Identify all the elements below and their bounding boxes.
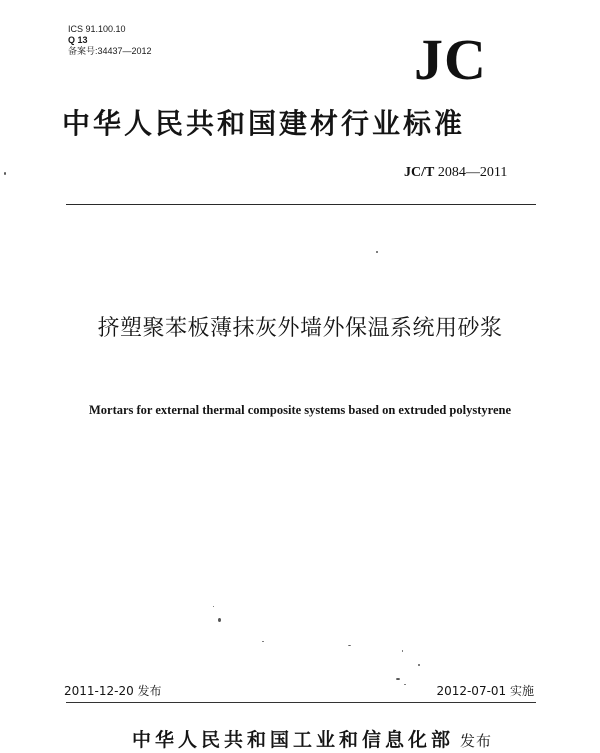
scan-speck	[376, 251, 378, 253]
industry-standard-title: 中华人民共和国建材行业标准	[62, 107, 466, 140]
scan-speck	[262, 641, 264, 642]
standard-code	[404, 165, 507, 181]
ics-code: ICS 91.100.10	[68, 24, 126, 34]
publisher-name: 中华人民共和国工业和信息化部	[132, 729, 455, 751]
scan-speck	[396, 678, 400, 680]
scan-speck	[4, 172, 6, 175]
top-divider	[66, 204, 536, 205]
publisher-line	[132, 728, 492, 753]
bottom-divider	[66, 702, 536, 703]
scan-speck	[218, 618, 221, 622]
implementation-date: 2012-07-01 实施	[436, 684, 534, 698]
standard-code-number: 2084—2011	[437, 165, 508, 180]
jc-logo: JC	[414, 27, 487, 92]
issue-date: 2011-12-20 发布	[64, 684, 162, 698]
document-title-chinese: 挤塑聚苯板薄抹灰外墙外保温系统用砂浆	[97, 316, 503, 341]
scan-speck	[402, 650, 403, 652]
scan-speck	[404, 684, 406, 685]
standard-code-prefix: JC/T	[404, 165, 435, 180]
publish-action: 发布	[460, 732, 493, 750]
scan-speck	[348, 645, 351, 646]
record-number: 备案号:34437—2012	[68, 46, 152, 56]
scan-speck	[418, 664, 420, 666]
scan-speck	[213, 606, 214, 607]
document-title-english: Mortars for external thermal composite systems based on extruded polystyrene	[88, 403, 512, 417]
classification-code: Q 13	[68, 35, 88, 45]
